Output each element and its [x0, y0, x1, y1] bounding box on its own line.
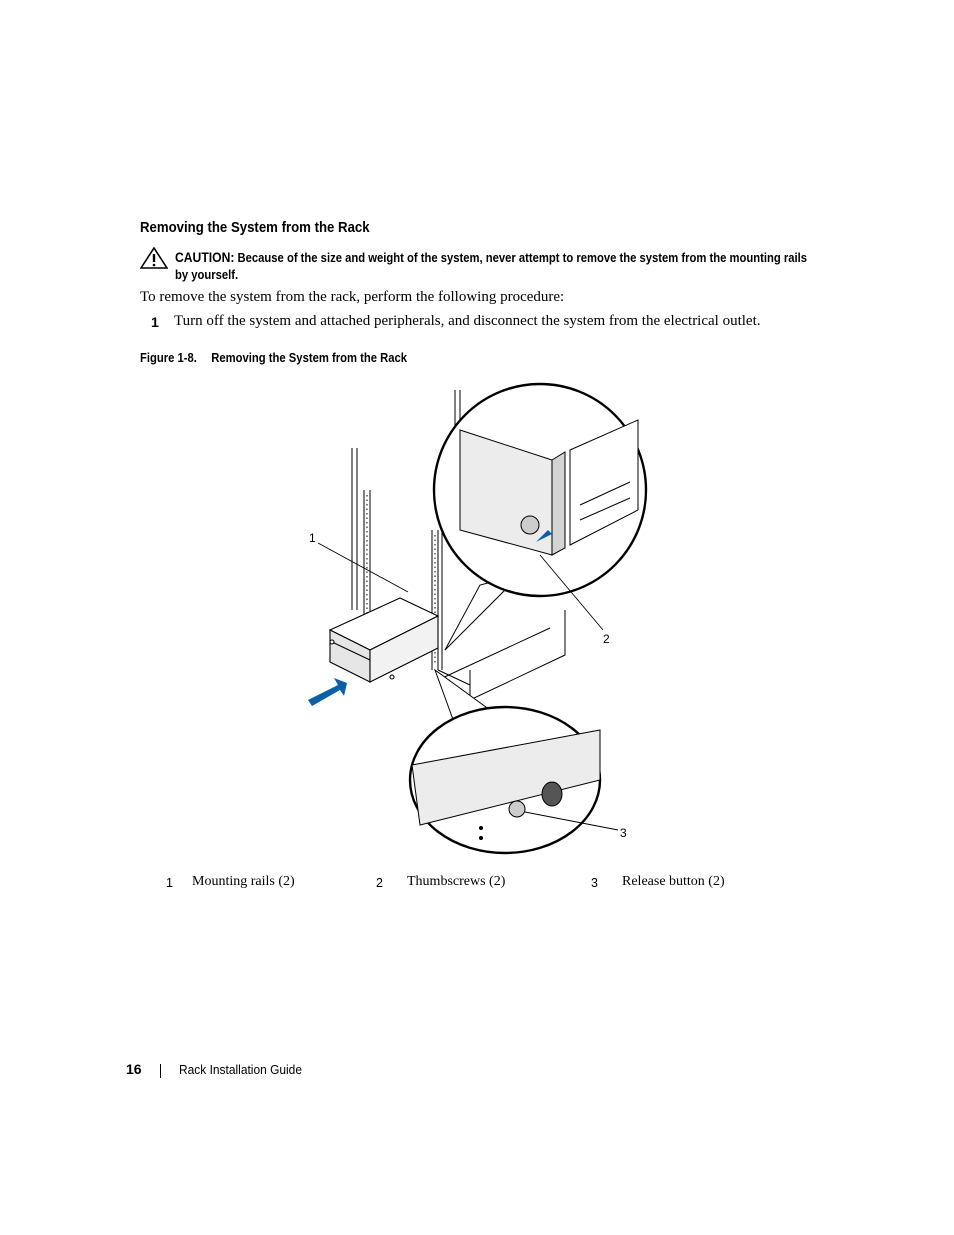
caution-text: Because of the size and weight of the system, never attempt to remove the system from the mounting rails by yourself.: [175, 251, 808, 282]
server-chassis: [330, 598, 438, 682]
warning-triangle-icon: [140, 247, 168, 269]
step-number: 1: [151, 314, 159, 330]
legend-number: 1: [166, 876, 173, 890]
rack-removal-illustration: [290, 380, 670, 860]
legend-text: Thumbscrews (2): [407, 874, 506, 889]
footer-divider: [160, 1064, 161, 1078]
figure-title: Removing the System from the Rack: [211, 351, 407, 365]
callout-3: 3: [620, 826, 627, 840]
page-number: 16: [126, 1061, 142, 1077]
legend-number: 3: [591, 876, 598, 890]
legend-number: 2: [376, 876, 383, 890]
callout-2: 2: [603, 632, 610, 646]
footer-title: Rack Installation Guide: [179, 1062, 302, 1077]
caution-label: CAUTION:: [175, 250, 235, 265]
intro-paragraph: To remove the system from the rack, perform the following procedure:: [140, 289, 565, 305]
pull-direction-arrow: [308, 678, 347, 706]
figure-caption: [140, 351, 407, 365]
release-button-detail: [410, 670, 600, 853]
thumbscrew-detail: [434, 384, 646, 650]
section-heading: Removing the System from the Rack: [140, 219, 370, 236]
step-text: Turn off the system and attached peripherals, and disconnect the system from the electrical outlet.: [174, 313, 761, 329]
legend-text: Release button (2): [622, 874, 725, 889]
caution-notice: [175, 249, 823, 284]
legend-text: Mounting rails (2): [192, 874, 295, 889]
figure-number: Figure 1-8.: [140, 351, 197, 365]
callout-1: 1: [309, 531, 316, 545]
